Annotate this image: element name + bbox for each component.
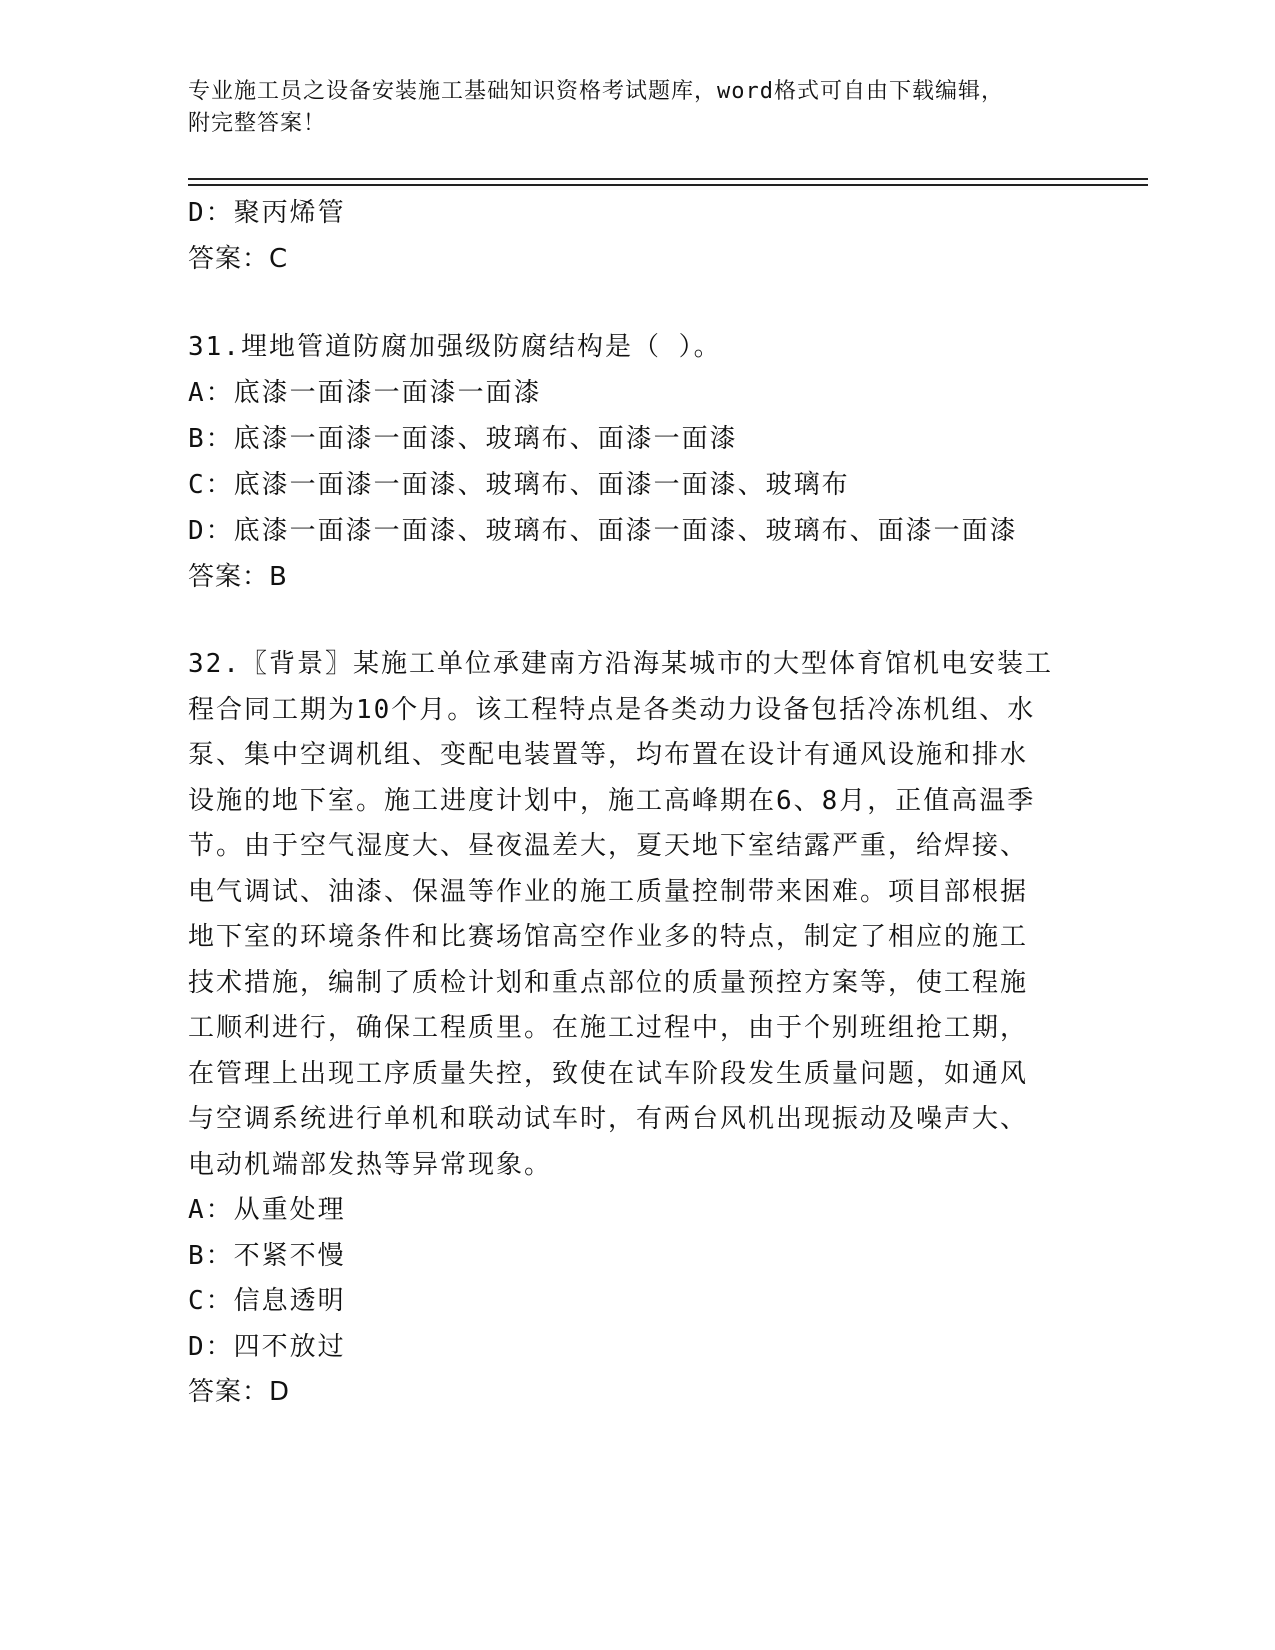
question-line: 工顺利进行，确保工程质里。在施工过程中，由于个别班组抢工期， — [188, 1013, 1029, 1043]
header-divider-bottom — [188, 184, 1148, 186]
option-b: B：不紧不慢 — [188, 1240, 346, 1271]
option-d: D：底漆一面漆一面漆、玻璃布、面漆一面漆、玻璃布、面漆一面漆 — [188, 516, 1018, 546]
option-d: D：聚丙烯管 — [188, 198, 346, 228]
answer-line: 答案：D — [188, 1377, 291, 1407]
document-header — [188, 76, 1088, 140]
option-d: D：四不放过 — [188, 1331, 346, 1362]
option-c: C：底漆一面漆一面漆、玻璃布、面漆一面漆、玻璃布 — [188, 470, 850, 500]
spacer — [188, 282, 1088, 324]
question-line: 32.〖背景〗某施工单位承建南方沿海某城市的大型体育馆机电安装工 — [188, 649, 1053, 679]
question-32 — [188, 642, 1088, 1416]
question-line: 电动机端部发热等异常现象。 — [188, 1149, 553, 1180]
question-line: 泵、集中空调机组、变配电装置等，均布置在设计有通风设施和排水 — [188, 740, 1029, 770]
question-line: 设施的地下室。施工进度计划中，施工高峰期在6、8月，正值高温季 — [188, 785, 1036, 816]
option-b: B：底漆一面漆一面漆、玻璃布、面漆一面漆 — [188, 424, 738, 454]
question-30-tail — [188, 190, 1088, 282]
question-line: 地下室的环境条件和比赛场馆高空作业多的特点，制定了相应的施工 — [188, 922, 1029, 952]
header-divider-top — [188, 178, 1148, 180]
question-line: 节。由于空气湿度大、昼夜温差大，夏天地下室结露严重，给焊接、 — [188, 831, 1029, 861]
option-c: C：信息透明 — [188, 1286, 346, 1316]
question-text: 31.埋地管道防腐加强级防腐结构是（ ）。 — [188, 332, 722, 362]
header-line-2: 附完整答案！ — [188, 111, 327, 136]
question-line: 技术措施，编制了质检计划和重点部位的质量预控方案等，使工程施 — [188, 967, 1029, 998]
spacer — [188, 600, 1088, 642]
answer-line: 答案：B — [188, 562, 288, 592]
question-31 — [188, 324, 1088, 600]
answer-line: 答案：C — [188, 244, 289, 274]
question-line: 在管理上出现工序质量失控，致使在试车阶段发生质量问题，如通风 — [188, 1058, 1029, 1089]
question-line: 程合同工期为10个月。该工程特点是各类动力设备包括冷冻机组、水 — [188, 694, 1036, 725]
option-a: A：从重处理 — [188, 1195, 346, 1225]
question-line: 与空调系统进行单机和联动试车时，有两台风机出现振动及噪声大、 — [188, 1104, 1029, 1134]
document-body — [188, 190, 1088, 1416]
option-a: A：底漆一面漆一面漆一面漆 — [188, 378, 542, 408]
header-line-1: 专业施工员之设备安装施工基础知识资格考试题库，word格式可自由下载编辑， — [188, 79, 1004, 104]
question-line: 电气调试、油漆、保温等作业的施工质量控制带来困难。项目部根据 — [188, 876, 1029, 907]
